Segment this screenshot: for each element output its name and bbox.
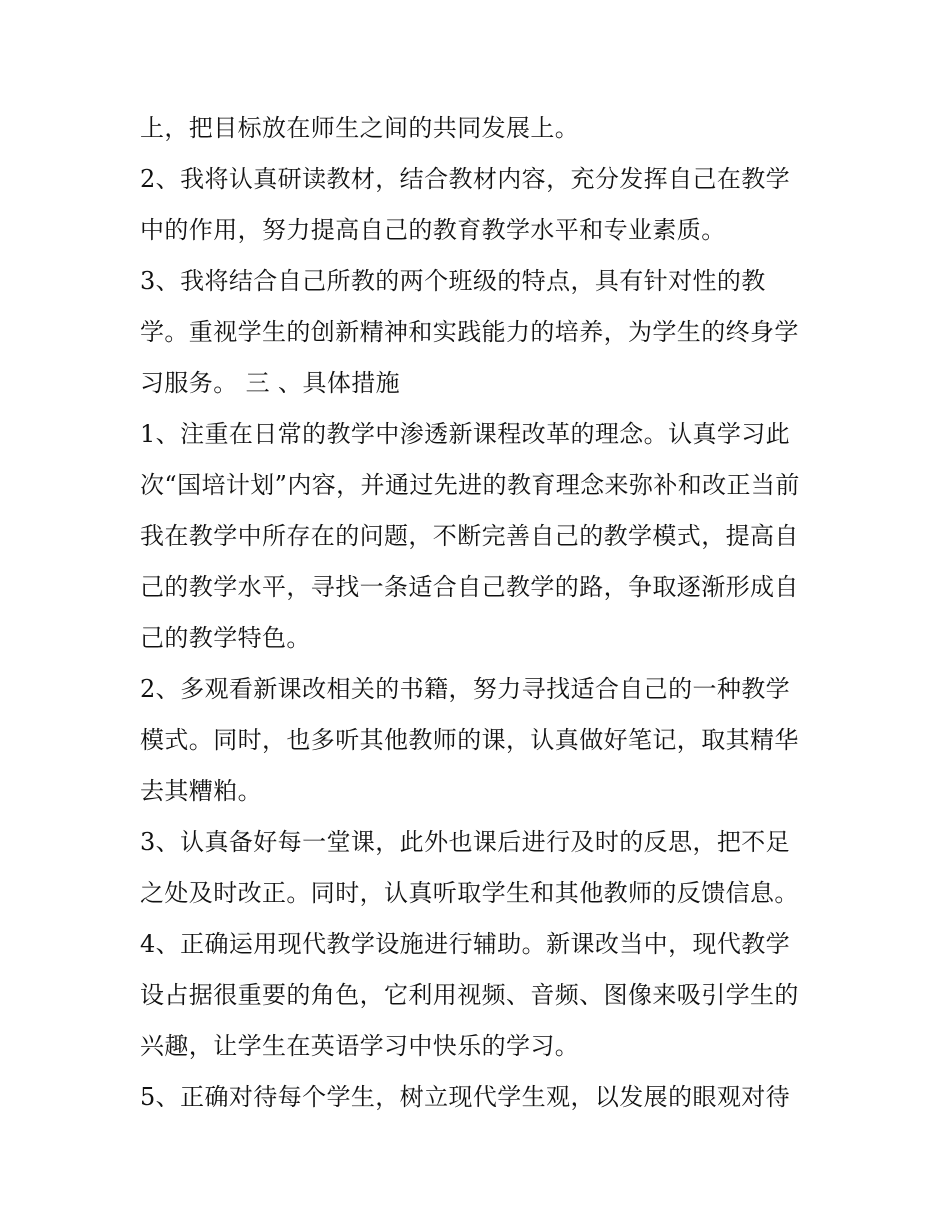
text-line: 兴趣，让学生在英语学习中快乐的学习。 xyxy=(140,1032,580,1060)
text-line: 中的作用，努力提高自己的教育教学水平和专业素质。 xyxy=(140,216,726,244)
text-line: 模式。同时，也多听其他教师的课，认真做好笔记，取其精华 xyxy=(140,726,799,754)
text-line: 上，把目标放在师生之间的共同发展上。 xyxy=(140,114,580,142)
text-line: 我在教学中所存在的问题，不断完善自己的教学模式，提高自 xyxy=(140,522,799,550)
text-line: 3、我将结合自己所教的两个班级的特点，具有针对性的教 xyxy=(140,267,766,295)
text-line: 己的教学特色。 xyxy=(140,624,311,652)
text-line: 去其糟粕。 xyxy=(140,777,262,805)
text-line: 之处及时改正。同时，认真听取学生和其他教师的反馈信息。 xyxy=(140,879,799,907)
text-line: 2、多观看新课改相关的书籍，努力寻找适合自己的一种教学 xyxy=(140,675,791,703)
text-line: 1、注重在日常的教学中渗透新课程改革的理念。认真学习此 xyxy=(140,420,791,448)
text-line: 学。重视学生的创新精神和实践能力的培养，为学生的终身学 xyxy=(140,318,799,346)
text-line: 3、认真备好每一堂课，此外也课后进行及时的反思，把不足 xyxy=(140,828,791,856)
text-line: 4、正确运用现代教学设施进行辅助。新课改当中，现代教学 xyxy=(140,930,791,958)
text-line: 5、正确对待每个学生，树立现代学生观，以发展的眼观对待 xyxy=(140,1083,791,1111)
text-line: 习服务。 三 、具体措施 xyxy=(140,369,401,397)
text-line: 次“国培计划”内容，并通过先进的教育理念来弥补和改正当前 xyxy=(140,471,800,499)
text-line: 2、我将认真研读教材，结合教材内容，充分发挥自己在教学 xyxy=(140,165,791,193)
text-line: 设占据很重要的角色，它利用视频、音频、图像来吸引学生的 xyxy=(140,981,799,1009)
text-line: 己的教学水平，寻找一条适合自己教学的路，争取逐渐形成自 xyxy=(140,573,799,601)
